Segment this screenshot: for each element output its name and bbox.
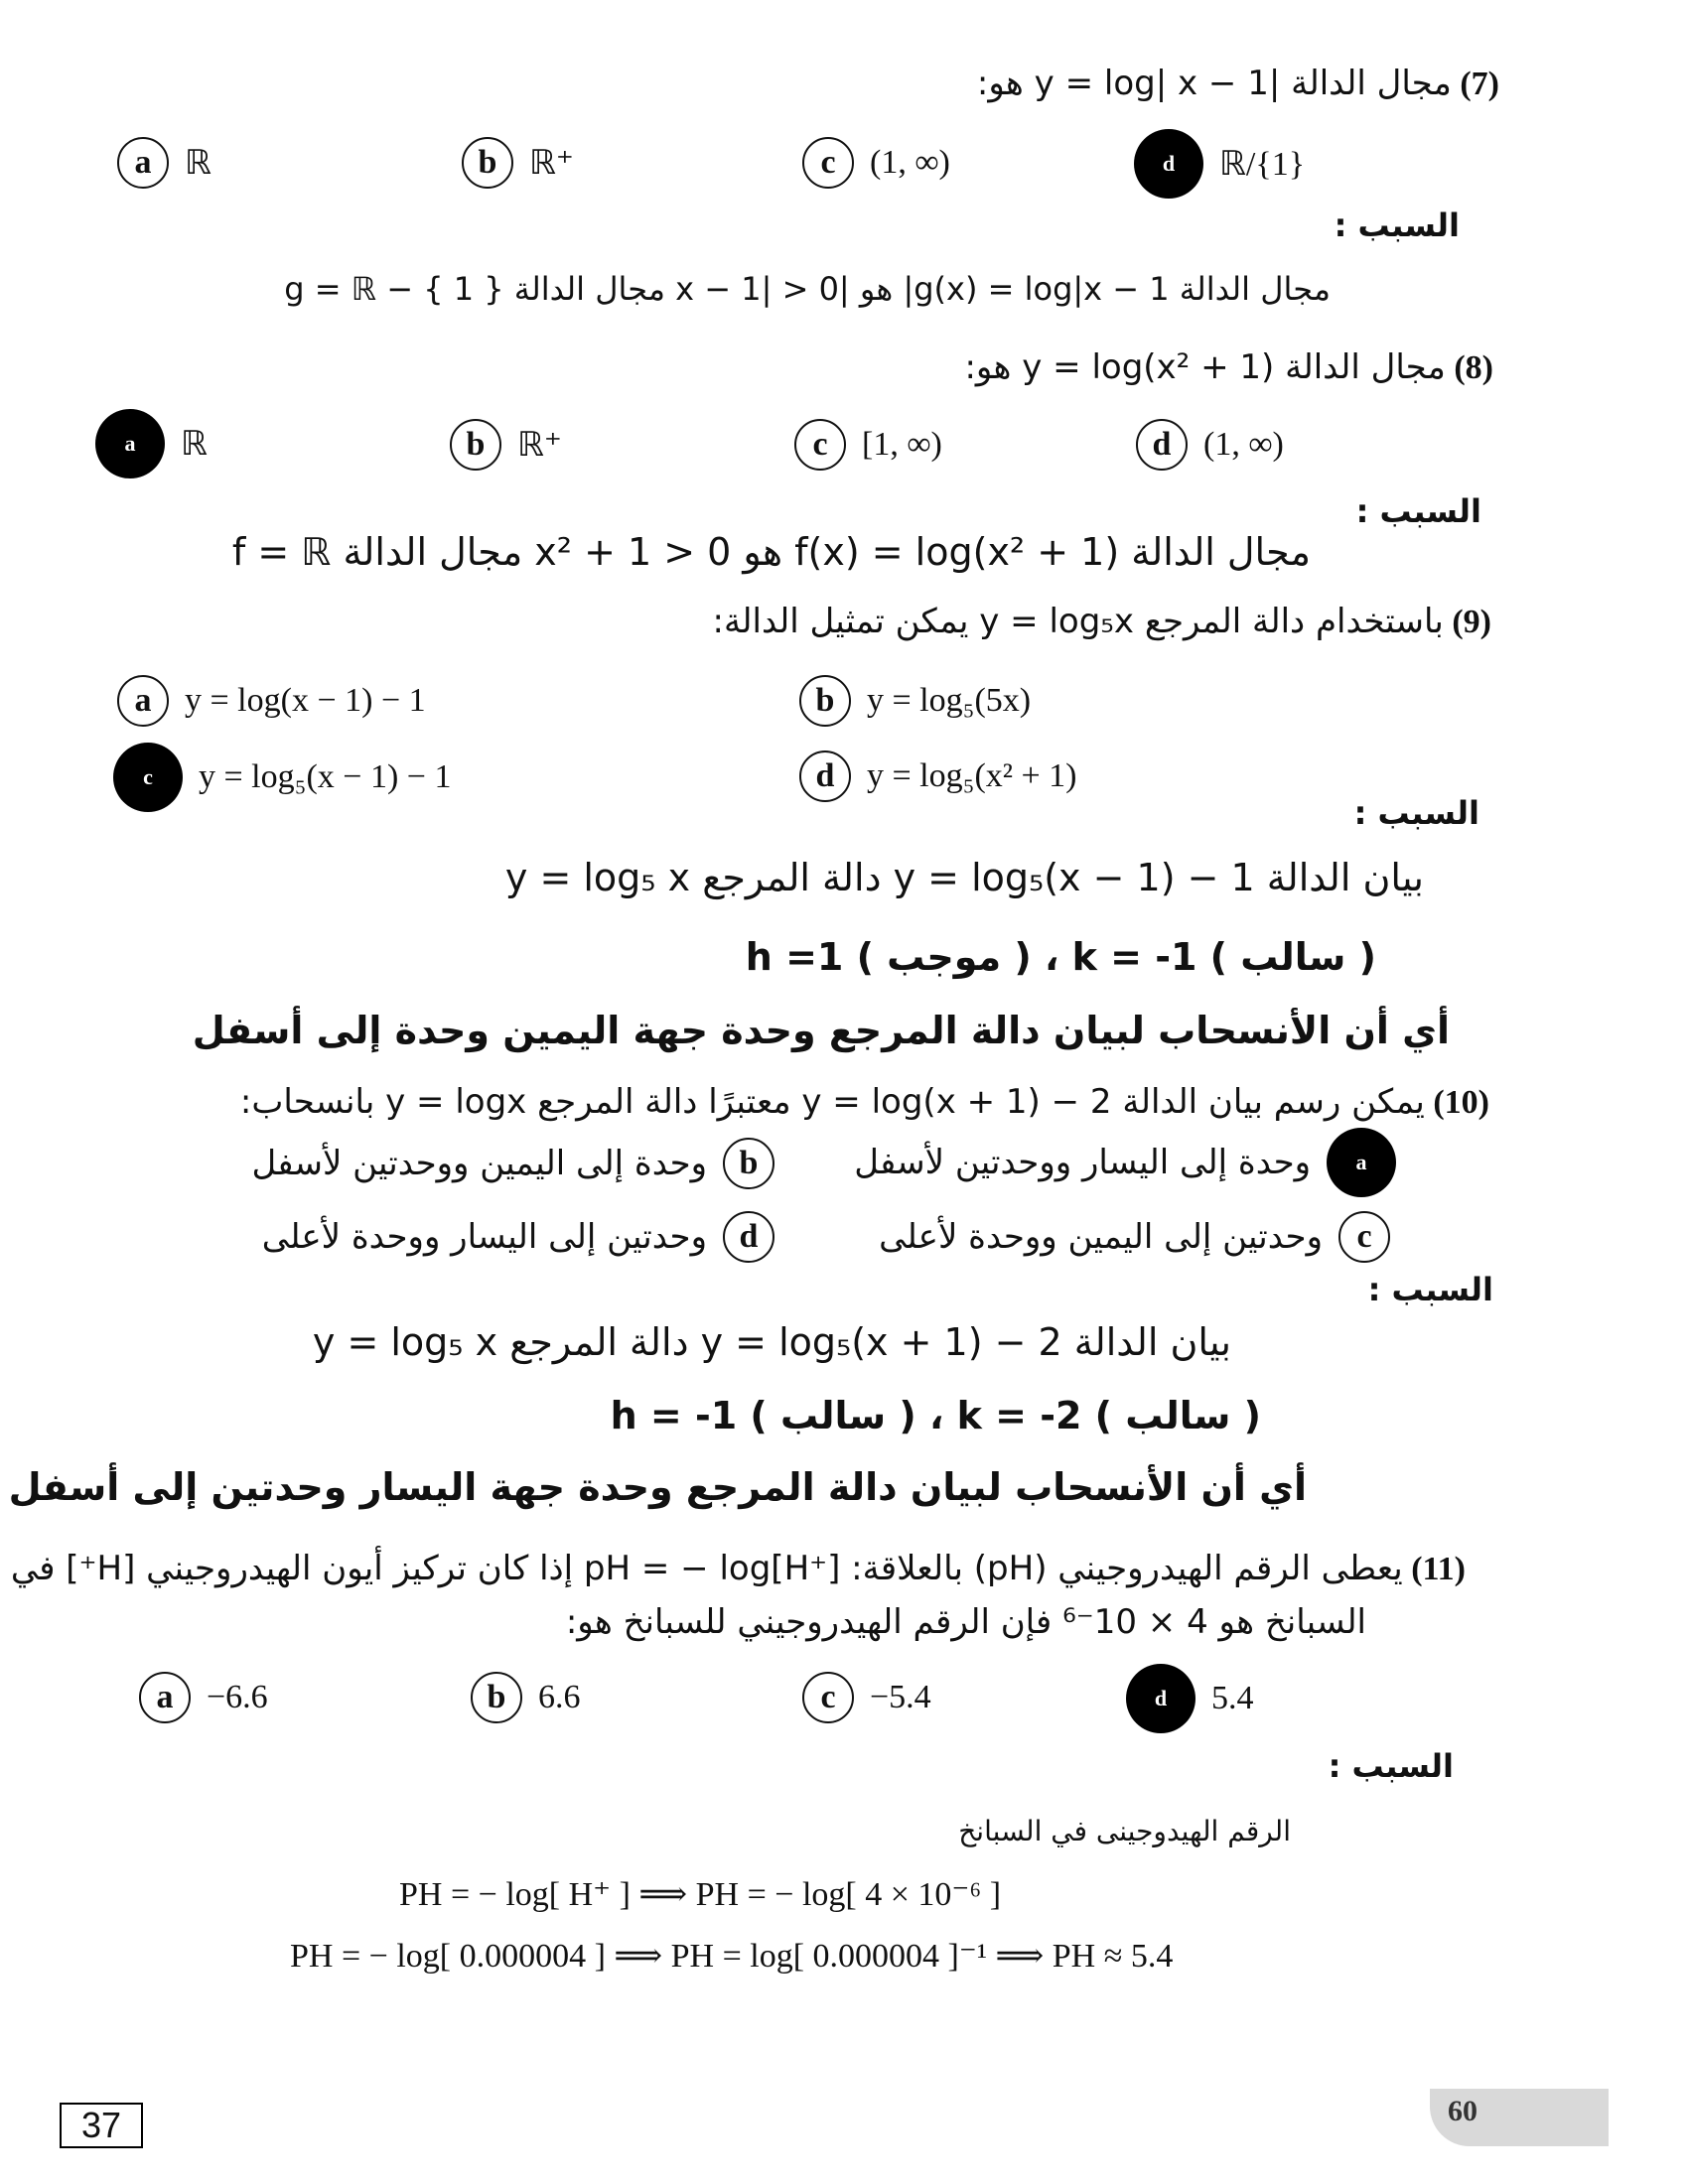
q7-option-c[interactable] xyxy=(802,137,950,189)
q11-reason-eq-1: PH = − log[ H⁺ ] ⟹ PH = − log[ 4 × 10⁻⁶ ] xyxy=(399,1876,1002,1913)
option-text: y = log₅(x − 1) − 1 xyxy=(199,758,452,795)
q10-reason-line-2: h = -1 ( سالب ) ، k = -2 ( سالب ) xyxy=(610,1394,1261,1437)
q11-stem-line-2: السبانخ هو 4 × 10⁻⁶ فإن الرقم الهيدروجيني للسبانخ هو: xyxy=(565,1602,1366,1642)
option-circle-a[interactable]: a xyxy=(117,675,169,727)
option-circle-d[interactable]: d xyxy=(799,751,851,802)
q8-number: (8) xyxy=(1454,349,1493,386)
option-text: [1, ∞) xyxy=(862,426,942,463)
option-circle-a-selected[interactable]: a xyxy=(95,409,165,478)
option-text: −6.6 xyxy=(207,1679,268,1715)
q10-reason-label: السبب : xyxy=(1367,1271,1493,1308)
q9-stem-text: باستخدام دالة المرجع y = log₅x يمكن تمثيل الدالة: xyxy=(712,602,1444,641)
q11-reason-label: السبب : xyxy=(1328,1747,1454,1785)
option-text: ℝ xyxy=(181,426,208,463)
page-number-tab xyxy=(1430,2089,1609,2146)
option-text: وحدة إلى اليسار ووحدتين لأسفل xyxy=(854,1143,1311,1182)
q7-reason-label: السبب : xyxy=(1334,206,1460,244)
q10-option-b[interactable] xyxy=(252,1138,774,1189)
option-circle-b[interactable]: b xyxy=(723,1138,774,1189)
option-text: ℝ xyxy=(185,145,211,182)
option-text: وحدتين إلى اليسار ووحدة لأعلى xyxy=(261,1217,707,1257)
option-circle-c[interactable]: c xyxy=(794,419,846,471)
option-circle-c[interactable]: c xyxy=(802,1672,854,1723)
q9-reason-line-1: بيان الدالة y = log₅(x − 1) − 1 دالة المرجع y = log₅ x xyxy=(504,856,1424,899)
option-text: وحدة إلى اليمين ووحدتين لأسفل xyxy=(251,1144,707,1183)
q9-number: (9) xyxy=(1452,604,1491,640)
option-text: −5.4 xyxy=(870,1679,931,1715)
q7-option-d[interactable] xyxy=(1134,129,1305,199)
q10-reason-line-3: أي أن الأنسحاب لبيان دالة المرجع وحدة جهة اليسار وحدتين إلى أسفل xyxy=(8,1465,1307,1509)
q11-option-a[interactable] xyxy=(139,1672,268,1723)
q10-option-d[interactable] xyxy=(262,1211,774,1263)
option-circle-b[interactable]: b xyxy=(462,137,513,189)
q9-stem xyxy=(713,602,1492,641)
q9-reason-line-3: أي أن الأنسحاب لبيان دالة المرجع وحدة جهة اليمين وحدة إلى أسفل xyxy=(192,1009,1450,1052)
q10-option-a[interactable] xyxy=(854,1128,1396,1197)
q7-option-b[interactable] xyxy=(462,137,574,189)
option-circle-a[interactable]: a xyxy=(139,1672,191,1723)
q8-option-a[interactable] xyxy=(95,409,208,478)
q11-option-d[interactable] xyxy=(1126,1664,1254,1733)
option-text: 6.6 xyxy=(538,1679,581,1715)
option-text: y = log₅(5x) xyxy=(867,682,1032,719)
q7-reason-line: مجال الدالة g(x) = log|x − 1| هو |x − 1| > 0 مجال الدالة g = ℝ − { 1 } xyxy=(284,270,1331,308)
q11-reason-eq-2: PH = − log[ 0.000004 ] ⟹ PH = log[ 0.000004 ]⁻¹ ⟹ PH ≈ 5.4 xyxy=(290,1938,1174,1975)
q7-number: (7) xyxy=(1460,66,1499,102)
option-circle-c[interactable]: c xyxy=(1338,1211,1390,1263)
q8-option-c[interactable] xyxy=(794,419,942,471)
option-text: ℝ⁺ xyxy=(529,145,574,182)
box-number: 37 xyxy=(60,2103,143,2148)
option-circle-c-selected[interactable]: c xyxy=(113,743,183,812)
option-circle-d[interactable]: d xyxy=(1136,419,1188,471)
q10-stem-text: يمكن رسم بيان الدالة y = log(x + 1) − 2 معتبرًا دالة المرجع y = logx بانسحاب: xyxy=(239,1082,1425,1122)
q8-reason-line: مجال الدالة f(x) = log(x² + 1) هو x² + 1 > 0 مجال الدالة f = ℝ xyxy=(231,530,1311,574)
option-circle-c[interactable]: c xyxy=(802,137,854,189)
q11-option-b[interactable] xyxy=(471,1672,581,1723)
q10-option-c[interactable] xyxy=(879,1211,1390,1263)
option-text: y = log₅(x² + 1) xyxy=(867,757,1077,794)
option-circle-b[interactable]: b xyxy=(799,675,851,727)
option-circle-b[interactable]: b xyxy=(450,419,501,471)
option-text: (1, ∞) xyxy=(870,144,950,181)
q9-option-d[interactable] xyxy=(799,751,1077,802)
option-circle-d[interactable]: d xyxy=(723,1211,774,1263)
option-circle-d-selected[interactable]: d xyxy=(1134,129,1203,199)
q9-option-c[interactable] xyxy=(113,743,451,812)
page-number: 60 xyxy=(1448,2095,1477,2127)
q8-option-b[interactable] xyxy=(450,419,562,471)
q7-stem-text: مجال الدالة |y = log| x − 1 هو: xyxy=(976,64,1452,103)
option-text: y = log(x − 1) − 1 xyxy=(185,682,426,719)
q11-stem-line-1 xyxy=(11,1549,1466,1588)
q8-reason-label: السبب : xyxy=(1355,492,1481,530)
option-circle-b[interactable]: b xyxy=(471,1672,522,1723)
option-circle-d-selected[interactable]: d xyxy=(1126,1664,1196,1733)
option-circle-a[interactable]: a xyxy=(117,137,169,189)
option-circle-a-selected[interactable]: a xyxy=(1327,1128,1396,1197)
option-text: 5.4 xyxy=(1211,1680,1254,1716)
q9-reason-line-2: h =1 ( موجب ) ، k = -1 ( سالب ) xyxy=(745,935,1376,979)
q7-option-a[interactable] xyxy=(117,137,211,189)
q9-option-a[interactable] xyxy=(117,675,426,727)
option-text: وحدتين إلى اليمين ووحدة لأعلى xyxy=(879,1217,1323,1257)
q10-number: (10) xyxy=(1433,1084,1489,1121)
q10-stem xyxy=(240,1082,1489,1122)
q10-reason-line-1: بيان الدالة y = log₅(x + 1) − 2 دالة المرجع y = log₅ x xyxy=(312,1320,1231,1364)
q7-stem xyxy=(977,64,1499,103)
option-text: ℝ/{1} xyxy=(1219,146,1306,183)
q11-reason-heading: الرقم الهيدوجينى في السبانخ xyxy=(958,1815,1291,1847)
q11-option-c[interactable] xyxy=(802,1672,931,1723)
q8-option-d[interactable] xyxy=(1136,419,1284,471)
q9-option-b[interactable] xyxy=(799,675,1031,727)
q11-stem-text-1: يعطى الرقم الهيدروجيني (pH) بالعلاقة: pH = − log[H⁺] إذا كان تركيز أيون الهيدروجيني [H⁺] في xyxy=(10,1549,1403,1588)
q8-stem-text: مجال الدالة y = log(x² + 1) هو: xyxy=(964,347,1446,387)
q8-stem xyxy=(964,347,1493,387)
q9-reason-label: السبب : xyxy=(1353,794,1479,832)
option-text: (1, ∞) xyxy=(1203,426,1284,463)
option-text: ℝ⁺ xyxy=(517,427,562,464)
q11-number: (11) xyxy=(1411,1551,1466,1587)
